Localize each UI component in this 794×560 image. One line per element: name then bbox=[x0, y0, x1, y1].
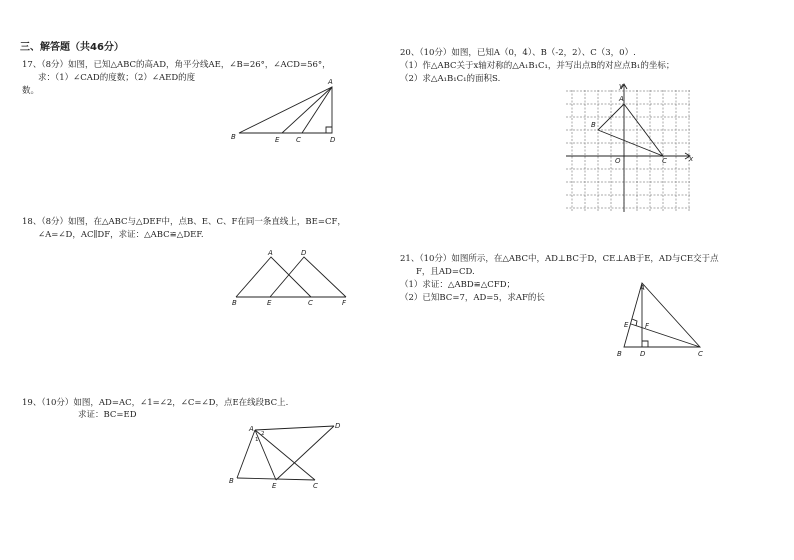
q21-label-C: C bbox=[698, 350, 703, 358]
q19-line1: 19、（10分）如图，AD=AC，∠1=∠2，∠C=∠D，点E在线段BC上. bbox=[22, 398, 289, 408]
q19-label-C: C bbox=[313, 482, 318, 490]
section-title: 三、解答题（共46分） bbox=[20, 42, 124, 53]
q18-label-A: A bbox=[268, 249, 273, 257]
q17-label-D: D bbox=[330, 136, 336, 144]
q19-label-A: A bbox=[249, 425, 254, 433]
q19-label-E: E bbox=[272, 482, 277, 490]
q19-angle-1: 1 bbox=[255, 437, 259, 443]
q18-line2: ∠A=∠D，AC∥DF，求证：△ABC≌△DEF. bbox=[38, 230, 204, 240]
q20-label-C: C bbox=[662, 157, 667, 165]
q20-label-O: O bbox=[615, 157, 621, 165]
q18-label-E: E bbox=[267, 299, 272, 307]
q21-label-F: F bbox=[645, 322, 650, 330]
q21-label-B: B bbox=[617, 350, 622, 358]
q17-label-C: C bbox=[296, 136, 301, 144]
q21-line4: （2）已知BC=7，AD=5，求AF的长 bbox=[400, 293, 545, 303]
q21-label-E: E bbox=[624, 321, 629, 329]
q17-label-A: A bbox=[328, 78, 333, 86]
q18-line1: 18、（8分）如图，在△ABC与△DEF中，点B、E、C、F在同一条直线上，BE=CF， bbox=[22, 217, 346, 227]
q17-label-E: E bbox=[275, 136, 280, 144]
q21-label-A: A bbox=[640, 284, 645, 292]
q21-line3: （1）求证：△ABD≌△CFD； bbox=[400, 280, 516, 290]
q20-line1: 20、（10分）如图，已知A（0，4）、B（-2，2）、C（3，0）. bbox=[400, 48, 636, 58]
q20-line3: （2）求△A₁B₁C₁的面积S. bbox=[400, 74, 501, 84]
q19-angle-2: 2 bbox=[261, 431, 265, 437]
q18-label-B: B bbox=[232, 299, 237, 307]
q20-label-x: x bbox=[689, 155, 694, 163]
q19-label-D: D bbox=[335, 422, 341, 430]
q21-triangle bbox=[624, 283, 700, 347]
q17-line1: 17、（8分）如图，已知△ABC的高AD，角平分线AE，∠B=26°，∠ACD=56°， bbox=[22, 60, 331, 70]
q17-line2: 求：（1）∠CAD的度数；（2）∠AED的度 bbox=[38, 73, 196, 83]
q17-label-B: B bbox=[231, 133, 236, 141]
q21-line1: 21、（10分）如图所示，在△ABC中，AD⊥BC于D，CE⊥AB于E，AD与CE交于点 bbox=[400, 254, 719, 264]
q18-label-D: D bbox=[301, 249, 307, 257]
q21-label-D: D bbox=[640, 350, 646, 358]
q18-label-F: F bbox=[342, 299, 347, 307]
q20-label-B: B bbox=[591, 121, 596, 129]
q18-label-C: C bbox=[308, 299, 313, 307]
q17-line3: 数。 bbox=[22, 86, 40, 96]
q21-line2: F，且AD=CD. bbox=[416, 267, 475, 277]
q20-line2: （1）作△ABC关于x轴对称的△A₁B₁C₁，并写出点B的对应点B₁的坐标； bbox=[400, 61, 675, 71]
q19-label-B: B bbox=[229, 477, 234, 485]
q20-label-y: y bbox=[619, 82, 624, 90]
q20-label-A: A bbox=[619, 95, 624, 103]
q19-line2: 求证：BC=ED bbox=[78, 410, 137, 420]
